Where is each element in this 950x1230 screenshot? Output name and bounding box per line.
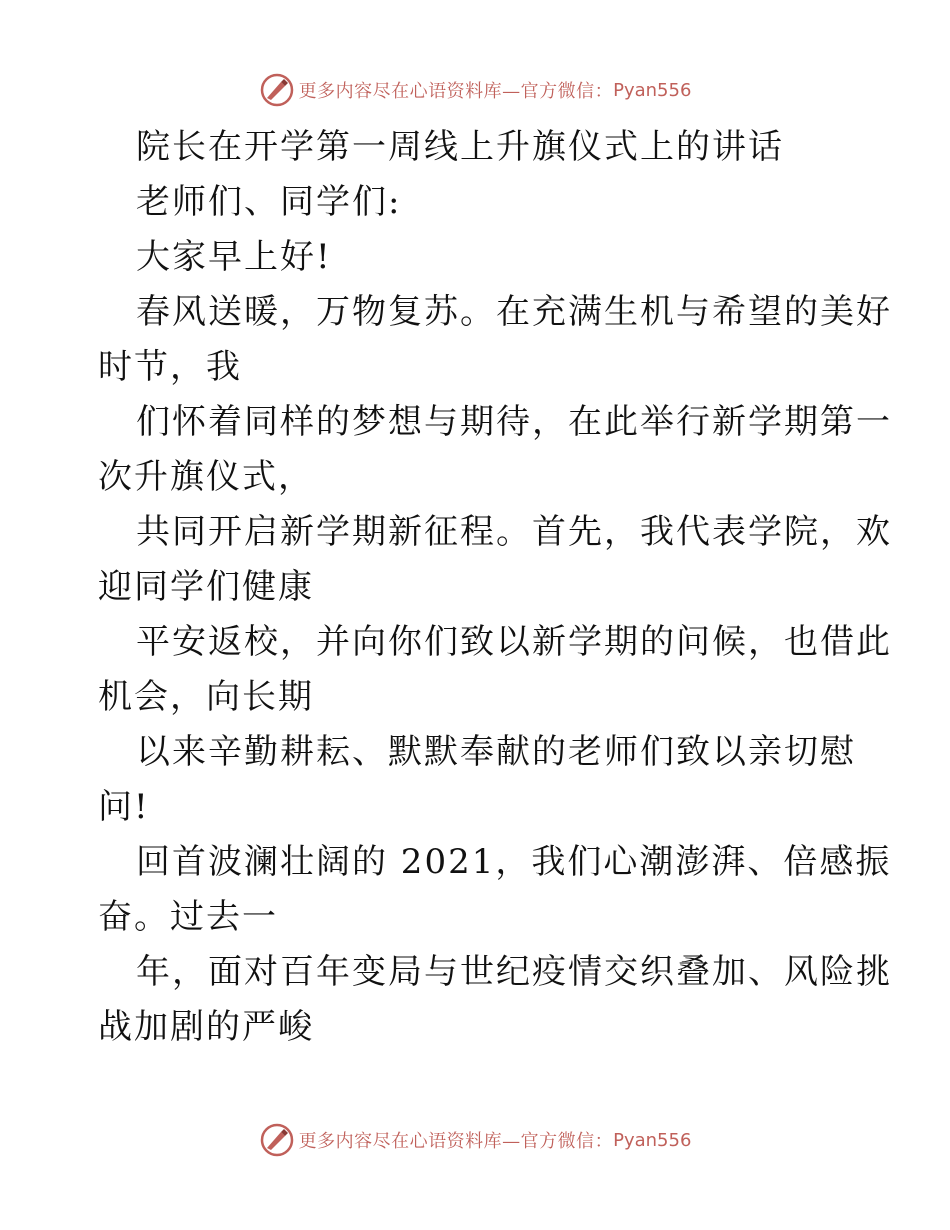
paragraph-line: 奋。过去一 [98,897,278,937]
paragraph-line: 时节，我 [98,347,242,387]
watermark-account: Pyan556 [613,79,692,101]
greeting: 大家早上好! [136,237,332,277]
pen-logo-icon [259,72,295,108]
header-watermark [0,70,950,110]
paragraph-line: 回首波澜壮阔的 2021，我们心潮澎湃、倍感振 [136,842,892,882]
document-title: 院长在开学第一周线上升旗仪式上的讲话 [136,127,784,167]
document-body [98,120,892,1055]
pen-logo-icon [259,1122,295,1158]
paragraph-line: 年，面对百年变局与世纪疫情交织叠加、风险挑 [136,952,892,992]
footer-watermark [0,1120,950,1160]
paragraph-line: 平安返校，并向你们致以新学期的问候，也借此 [136,622,892,662]
watermark-text: 更多内容尽在心语资料库—官方微信： [298,81,614,102]
paragraph-line: 迎同学们健康 [98,567,314,607]
paragraph-line: 机会，向长期 [98,677,314,717]
paragraph-line: 以来辛勤耕耘、默默奉献的老师们致以亲切慰 [136,732,856,772]
paragraph-line: 次升旗仪式， [98,457,314,497]
paragraph-line: 战加剧的严峻 [98,1007,314,1047]
paragraph-line: 问! [98,787,150,827]
watermark-account: Pyan556 [613,1129,692,1151]
salutation: 老师们、同学们: [136,182,402,222]
watermark-text: 更多内容尽在心语资料库—官方微信： [298,1131,614,1152]
paragraph-line: 们怀着同样的梦想与期待，在此举行新学期第一 [136,402,892,442]
paragraph-line: 春风送暖，万物复苏。在充满生机与希望的美好 [136,292,892,332]
paragraph-line: 共同开启新学期新征程。首先，我代表学院，欢 [136,512,892,552]
